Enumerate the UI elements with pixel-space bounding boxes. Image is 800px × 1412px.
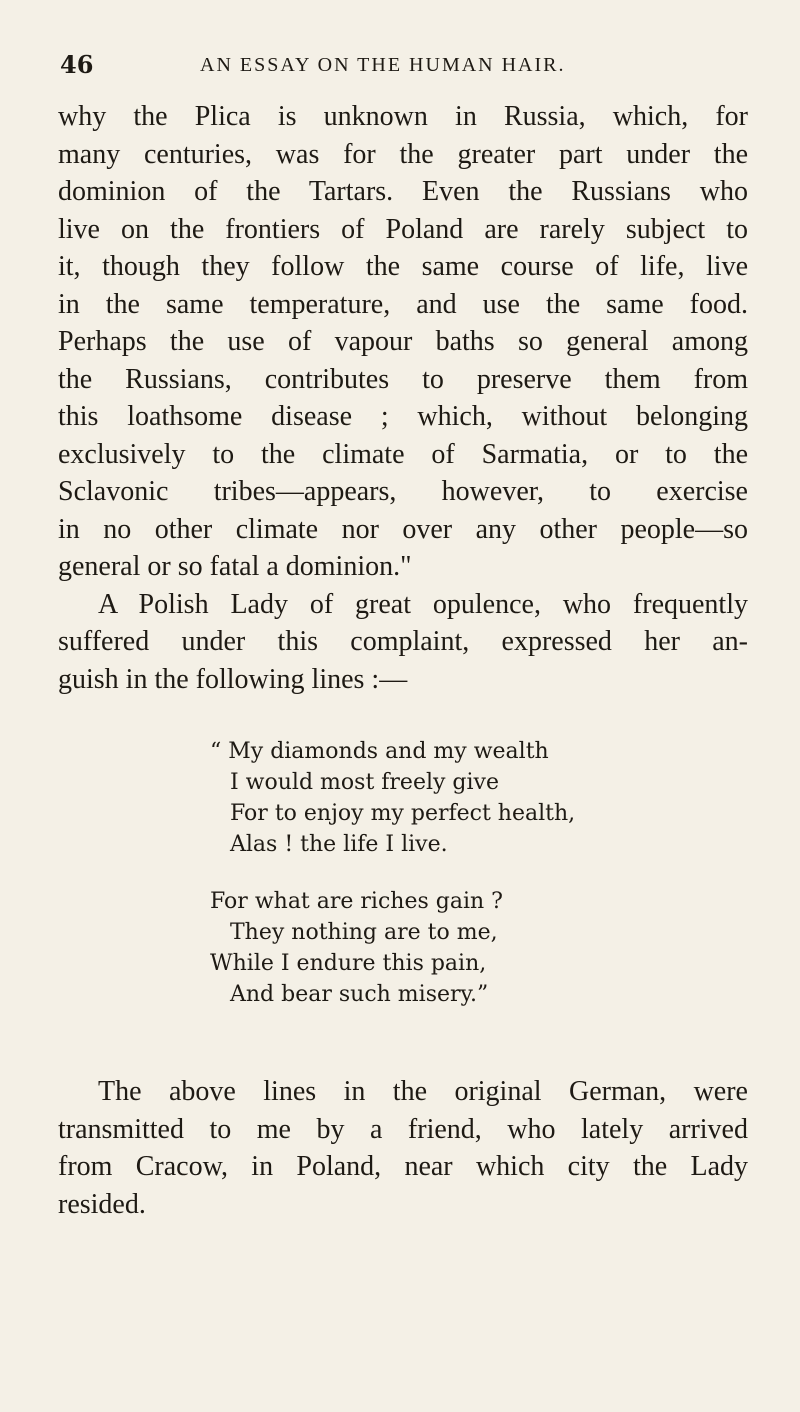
text-line: this loathsome disease ; which, without belonging (58, 401, 748, 432)
poem-line: I would most freely give (230, 770, 499, 795)
text-line: in the same temperature, and use the same food. (58, 288, 748, 320)
text-line: general or so fatal a dominion." (58, 551, 412, 582)
text-line: dominion of the Tartars. Even the Russians who (58, 176, 748, 207)
text-line: resided. (58, 1188, 146, 1220)
text-line: transmitted to me by a friend, who lately arrived (58, 1113, 748, 1145)
text-line: guish in the following lines :— (58, 663, 408, 695)
text-line: live on the frontiers of Poland are rarely subject to (58, 213, 748, 245)
closing-paragraph (58, 1073, 748, 1223)
text-line: why the Plica is unknown in Russia, which, for (58, 101, 748, 132)
page-header (60, 50, 740, 86)
poem-line: Alas ! the life I live. (230, 832, 448, 857)
poem-stanza-1 (210, 736, 710, 860)
page-number: 46 (60, 50, 94, 79)
poem-line: While I endure this pain, (210, 951, 487, 976)
poem-line: For what are riches gain ? (210, 889, 503, 914)
poem-line: For to enjoy my perfect health, (230, 801, 576, 826)
poem-stanza-2 (210, 886, 710, 1010)
poem-line: They nothing are to me, (230, 920, 498, 945)
text-line: it, though they follow the same course of life, live (58, 251, 748, 282)
text-line: suffered under this complaint, expressed her an- (58, 626, 748, 657)
text-line: from Cracow, in Poland, near which city the Lady (58, 1151, 748, 1182)
poem-line: And bear such misery.” (230, 982, 489, 1007)
poem-line: “ My diamonds and my wealth (210, 739, 549, 764)
paragraph-continued (58, 98, 748, 698)
text-line: many centuries, was for the greater part under the (58, 138, 748, 170)
text-line: Perhaps the use of vapour baths so general among (58, 326, 748, 357)
text-line: exclusively to the climate of Sarmatia, or to the (58, 438, 748, 470)
text-line: in no other climate nor over any other people—so (58, 513, 748, 545)
text-line: the Russians, contributes to preserve them from (58, 363, 748, 395)
text-line: The above lines in the original German, were (98, 1076, 748, 1107)
text-line: Sclavonic tribes—appears, however, to exercise (58, 476, 748, 507)
text-line: A Polish Lady of great opulence, who frequently (98, 588, 748, 620)
running-head: AN ESSAY ON THE HUMAN HAIR. (200, 54, 566, 76)
